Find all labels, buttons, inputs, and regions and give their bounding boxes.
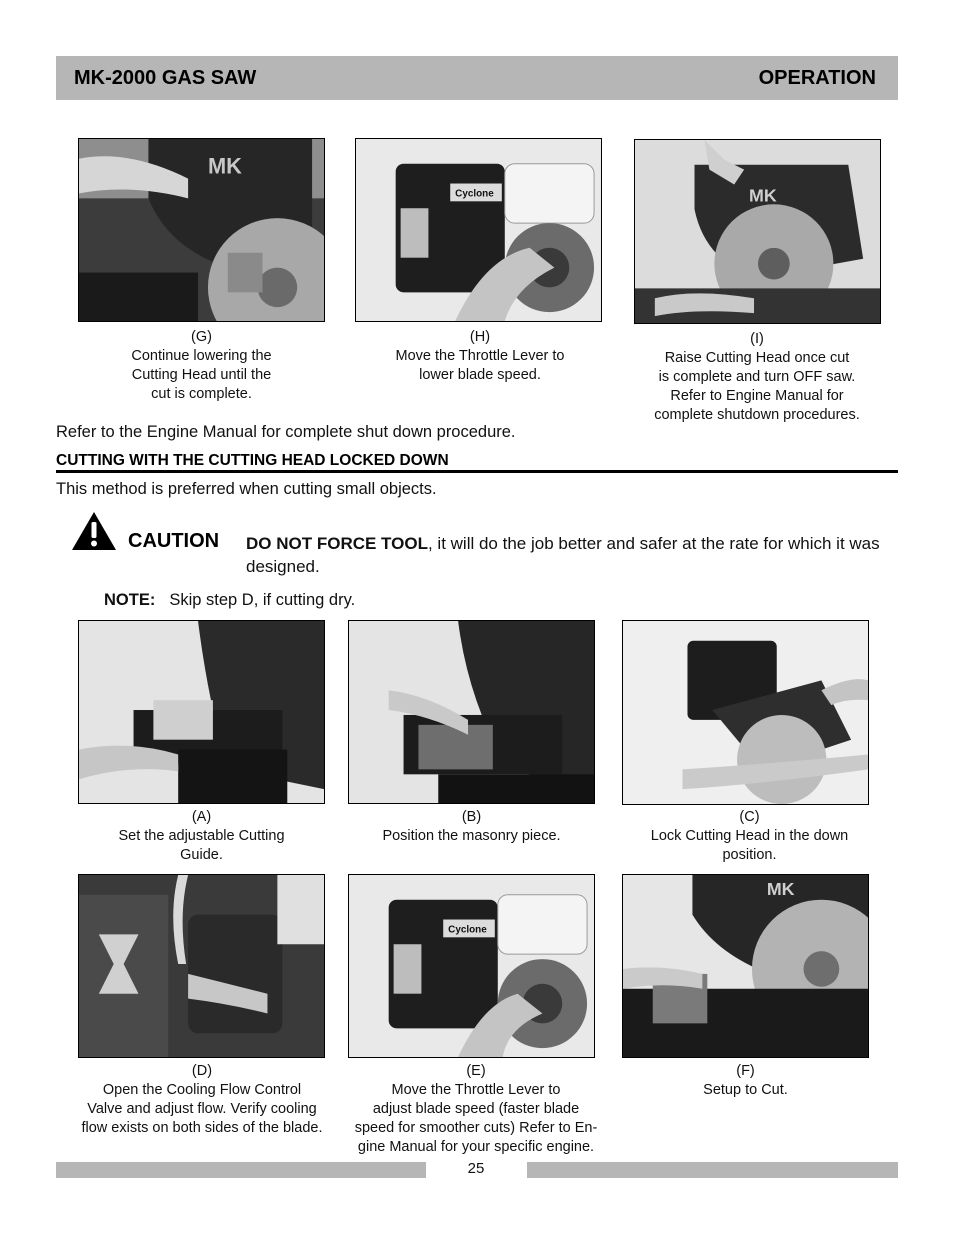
caption-line: Guide. xyxy=(180,847,223,863)
step-letter: (A) xyxy=(191,809,212,825)
svg-text:Cyclone: Cyclone xyxy=(448,924,487,936)
svg-text:MK: MK xyxy=(749,185,777,206)
step-letter: (G) xyxy=(191,329,212,345)
caption-line: Set the adjustable Cutting xyxy=(118,828,285,844)
section-divider xyxy=(56,470,898,473)
section-title-operation: OPERATION xyxy=(758,67,876,89)
caption-step-g xyxy=(78,328,325,404)
caption-step-d xyxy=(66,1062,338,1138)
svg-text:MK: MK xyxy=(766,878,795,899)
photo-step-e xyxy=(348,874,595,1058)
note-label: NOTE: xyxy=(104,591,156,609)
step-letter: (E) xyxy=(466,1063,486,1079)
caption-line: speed for smoother cuts) Refer to En- xyxy=(354,1120,598,1136)
footer-bar-left xyxy=(56,1162,426,1178)
page-header xyxy=(56,56,898,100)
warning-triangle-icon xyxy=(70,510,118,552)
caption-line: is complete and turn OFF saw. xyxy=(658,369,856,385)
step-letter: (F) xyxy=(736,1063,755,1079)
caption-line: Position the masonry piece. xyxy=(382,828,561,844)
photo-step-h xyxy=(355,138,602,322)
caption-line: Raise Cutting Head once cut xyxy=(664,350,850,366)
caption-line: adjust blade speed (faster blade xyxy=(372,1101,580,1117)
step-letter: (I) xyxy=(750,331,764,347)
caution-text xyxy=(246,532,901,578)
caption-line: Setup to Cut. xyxy=(703,1082,788,1098)
caption-line: Valve and adjust flow. Verify cooling xyxy=(87,1101,317,1117)
caption-line: flow exists on both sides of the blade. xyxy=(81,1120,323,1136)
step-letter: (D) xyxy=(191,1063,213,1079)
section-intro: This method is preferred when cutting small objects. xyxy=(56,480,437,498)
photo-step-i xyxy=(634,139,881,324)
caption-step-b xyxy=(348,808,595,846)
caution-label: CAUTION xyxy=(128,530,220,552)
caption-step-h xyxy=(355,328,605,385)
shutdown-note: Refer to the Engine Manual for complete shut down procedure. xyxy=(56,423,516,441)
step-letter: (C) xyxy=(739,809,760,825)
caption-line: Continue lowering the xyxy=(131,348,272,364)
note-text: Skip step D, if cutting dry. xyxy=(169,591,356,609)
caption-line: complete shutdown procedures. xyxy=(654,407,860,423)
caption-line: position. xyxy=(722,847,777,863)
caption-line: Refer to Engine Manual for xyxy=(670,388,844,404)
footer-bar-right xyxy=(527,1162,898,1178)
caption-line: Move the Throttle Lever to xyxy=(391,1082,561,1098)
caption-line: gine Manual for your specific engine. xyxy=(357,1139,595,1155)
caution-emphasis: DO NOT FORCE TOOL xyxy=(246,534,428,553)
caption-step-f xyxy=(622,1062,869,1100)
caption-line: Open the Cooling Flow Control xyxy=(102,1082,302,1098)
caption-line: Lock Cutting Head in the down xyxy=(650,828,849,844)
svg-text:Cyclone: Cyclone xyxy=(455,188,494,200)
section-heading: CUTTING WITH THE CUTTING HEAD LOCKED DOWN xyxy=(56,452,449,469)
caption-line: cut is complete. xyxy=(151,386,252,402)
photo-step-d xyxy=(78,874,325,1058)
photo-step-f xyxy=(622,874,869,1058)
manual-title: MK-2000 GAS SAW xyxy=(74,67,257,89)
caption-line: lower blade speed. xyxy=(419,367,541,383)
photo-step-g xyxy=(78,138,325,322)
caution-body: , it will do the job better and safer at the rate for which it was designed. xyxy=(246,534,880,576)
caption-line: Move the Throttle Lever to xyxy=(395,348,565,364)
photo-step-c xyxy=(622,620,869,805)
caption-line: Cutting Head until the xyxy=(131,367,272,383)
photo-step-b xyxy=(348,620,595,804)
svg-text:MK: MK xyxy=(207,153,242,179)
caption-step-i xyxy=(632,330,882,425)
step-letter: (H) xyxy=(469,329,491,345)
page-number: 25 xyxy=(467,1160,485,1177)
photo-step-a xyxy=(78,620,325,804)
caption-step-c xyxy=(622,808,877,865)
note xyxy=(104,591,355,610)
caption-step-e xyxy=(340,1062,612,1157)
step-letter: (B) xyxy=(461,809,482,825)
caption-step-a xyxy=(78,808,325,865)
